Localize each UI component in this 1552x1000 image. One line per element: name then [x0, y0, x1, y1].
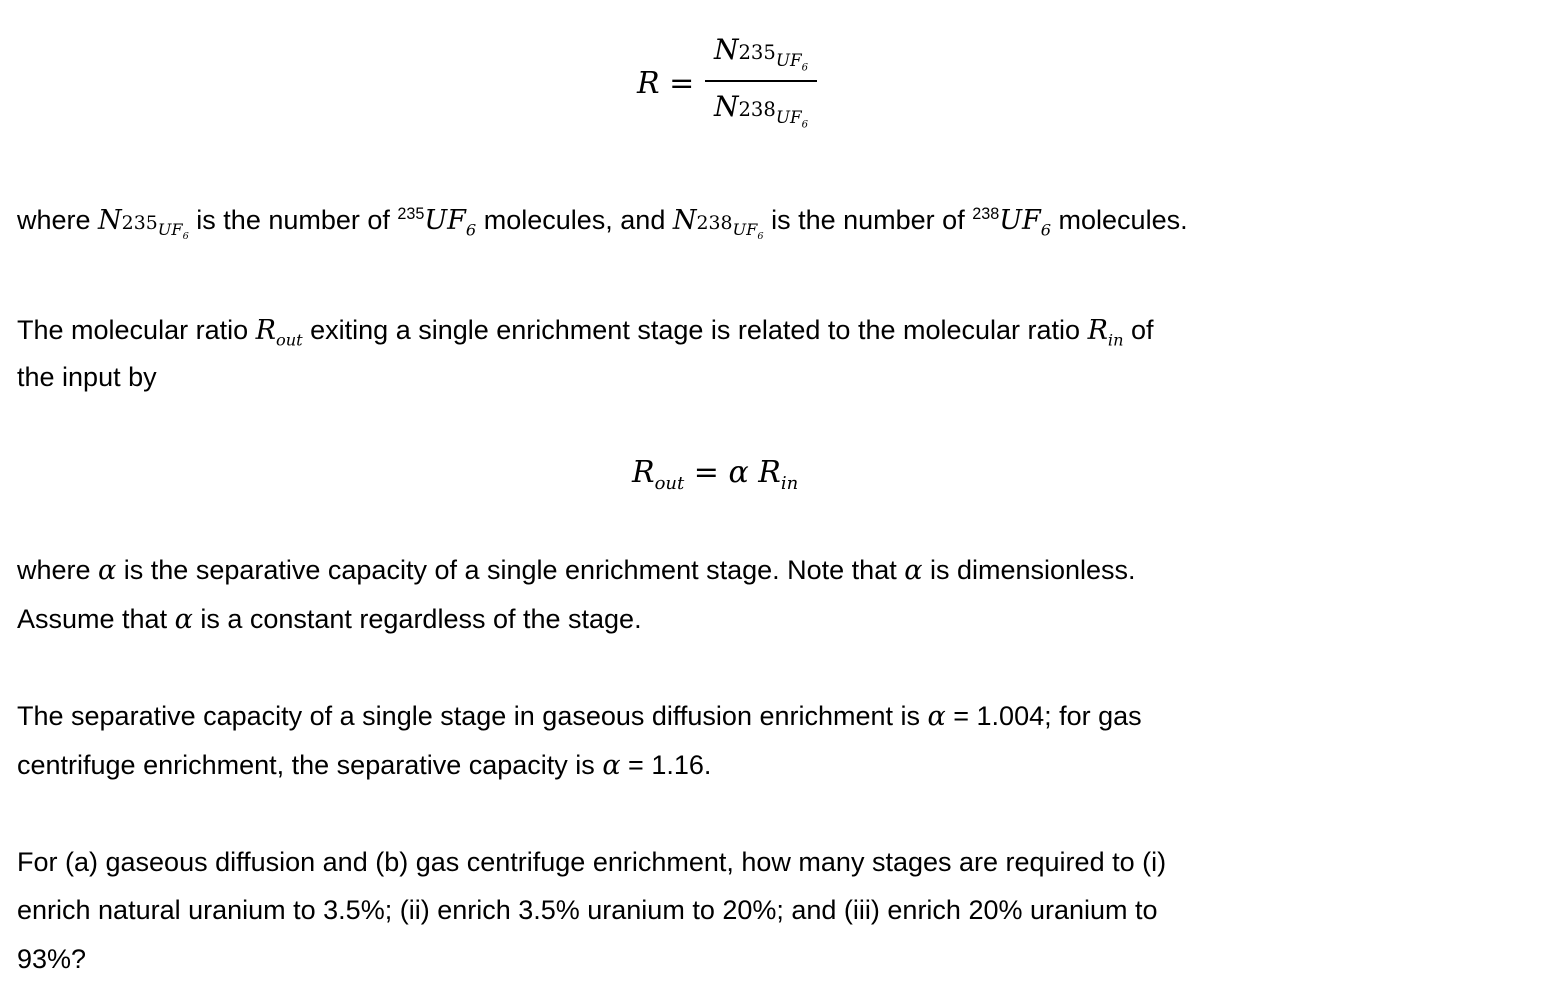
fraction-numerator [705, 30, 817, 80]
alpha: α [602, 750, 621, 781]
paragraph-values-line2 [17, 745, 711, 786]
math-rin: $R_{in}$ [1087, 315, 1124, 350]
eq-rhs: R [758, 455, 781, 490]
text: The separative capacity of a single stage in gaseous diffusion enrichment is [17, 701, 928, 731]
isotope-number: 235 [738, 41, 776, 64]
paragraph-definitions [17, 200, 1188, 243]
fraction-denominator [705, 82, 817, 132]
alpha: α [98, 555, 117, 586]
alpha: α [174, 604, 193, 635]
eq-lhs: R [632, 455, 655, 490]
isotope-sup: 238 [972, 205, 1000, 223]
math-uf6: $UF_6$ [999, 205, 1052, 240]
paragraph-ratio-line2: the input by [17, 362, 157, 392]
paragraph-values-line1 [17, 696, 1142, 737]
text: is a constant regardless of the stage. [192, 604, 642, 634]
paragraph-alpha-line2 [17, 599, 642, 640]
alpha: α [904, 555, 923, 586]
text: is the number of [188, 205, 398, 235]
subscript: 6 [801, 118, 809, 130]
paragraph-alpha-line1 [17, 550, 1136, 591]
question-line1: For (a) gaseous diffusion and (b) gas centrifuge enrichment, how many stages are required to (i) [17, 847, 1167, 877]
math-n238: $N238_{UF_6}$ [672, 205, 764, 243]
eq-mid: = α [684, 455, 759, 490]
text: is the number of [763, 205, 973, 235]
symbol-n: N [713, 33, 739, 66]
question-line2: enrich natural uranium to 3.5%; (ii) enrich 3.5% uranium to 20%; and (iii) enrich 20% uranium to [17, 895, 1158, 925]
text: molecules. [1051, 205, 1188, 235]
math-rout: $R_{out}$ [255, 315, 303, 350]
alpha: α [927, 701, 946, 732]
isotope-number: 238 [738, 98, 776, 121]
eq-lhs-sub: out [654, 473, 685, 494]
fraction [705, 30, 817, 132]
text: is dimensionless. [922, 555, 1136, 585]
equation-lhs: R = [637, 66, 695, 101]
symbol-n: N [713, 90, 739, 123]
text: where [17, 205, 99, 235]
subscript: 6 [801, 61, 809, 73]
text: = 1.004; for gas [945, 701, 1142, 731]
equation-rout-rin [632, 455, 799, 494]
text: of [1123, 315, 1154, 345]
math-n235: $N235_{UF_6}$ [98, 205, 189, 243]
text: Assume that [17, 604, 175, 634]
text: centrifuge enrichment, the separative capacity is [17, 750, 603, 780]
isotope-sup: 235 [397, 205, 425, 223]
text: = 1.16. [620, 750, 712, 780]
molecule: UF [775, 106, 802, 127]
text: where [17, 555, 99, 585]
molecule: UF [775, 49, 802, 70]
paragraph-ratio-line1 [17, 310, 1154, 351]
eq-rhs-sub: in [780, 473, 799, 494]
text: exiting a single enrichment stage is related to the molecular ratio [302, 315, 1088, 345]
text: The molecular ratio [17, 315, 256, 345]
text: is the separative capacity of a single enrichment stage. Note that [116, 555, 905, 585]
text: molecules, and [476, 205, 673, 235]
question-line3: 93%? [17, 944, 87, 974]
math-uf6: $UF_6$ [424, 205, 477, 240]
